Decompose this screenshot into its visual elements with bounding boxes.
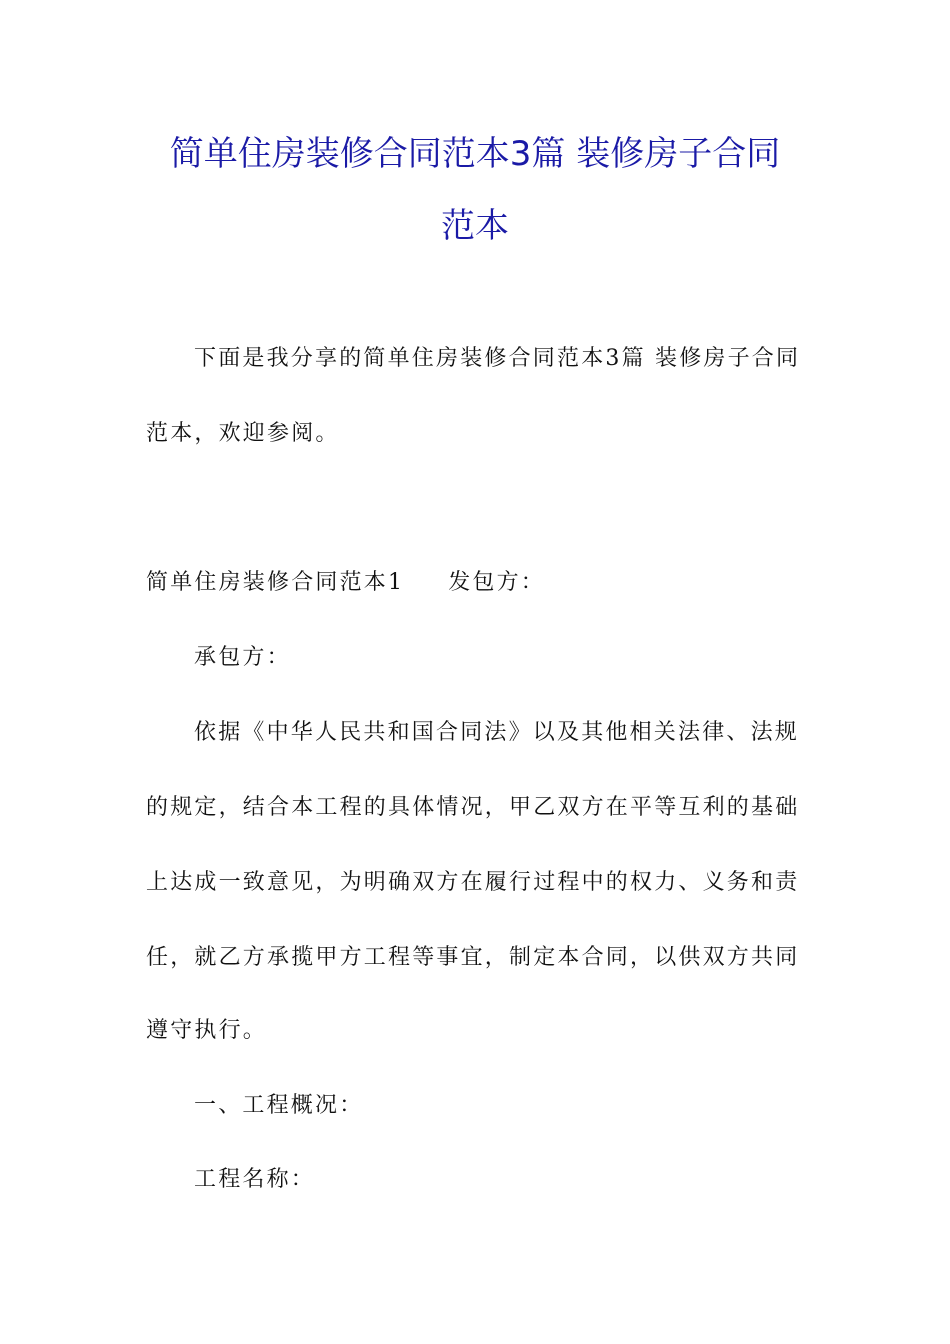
clause-1-heading: 一、工程概况： <box>194 1093 364 1118</box>
preamble-line-2: 的规定，结合本工程的具体情况，甲乙双方在平等互利的基础 <box>146 795 800 820</box>
contractor-label: 承包方： <box>194 645 291 670</box>
intro-line-2: 范本，欢迎参阅。 <box>146 421 340 446</box>
employer-label: 发包方： <box>448 570 546 595</box>
project-name-label: 工程名称： <box>194 1167 316 1192</box>
document-title-line-1: 简单住房装修合同范本3篇 装修房子合同 <box>169 134 781 174</box>
intro-line-1: 下面是我分享的简单住房装修合同范本3篇 装修房子合同 <box>194 346 801 371</box>
section-heading-row <box>146 568 806 598</box>
preamble-line-3: 上达成一致意见，为明确双方在履行过程中的权力、义务和责 <box>146 870 800 895</box>
preamble-line-4: 任，就乙方承揽甲方工程等事宜，制定本合同，以供双方共同 <box>146 945 800 970</box>
preamble-line-1: 依据《中华人民共和国合同法》以及其他相关法律、法规 <box>194 720 800 745</box>
document-title-line-2: 范本 <box>441 206 509 246</box>
section-heading: 简单住房装修合同范本1 <box>146 570 405 595</box>
preamble-line-5: 遵守执行。 <box>146 1018 268 1043</box>
